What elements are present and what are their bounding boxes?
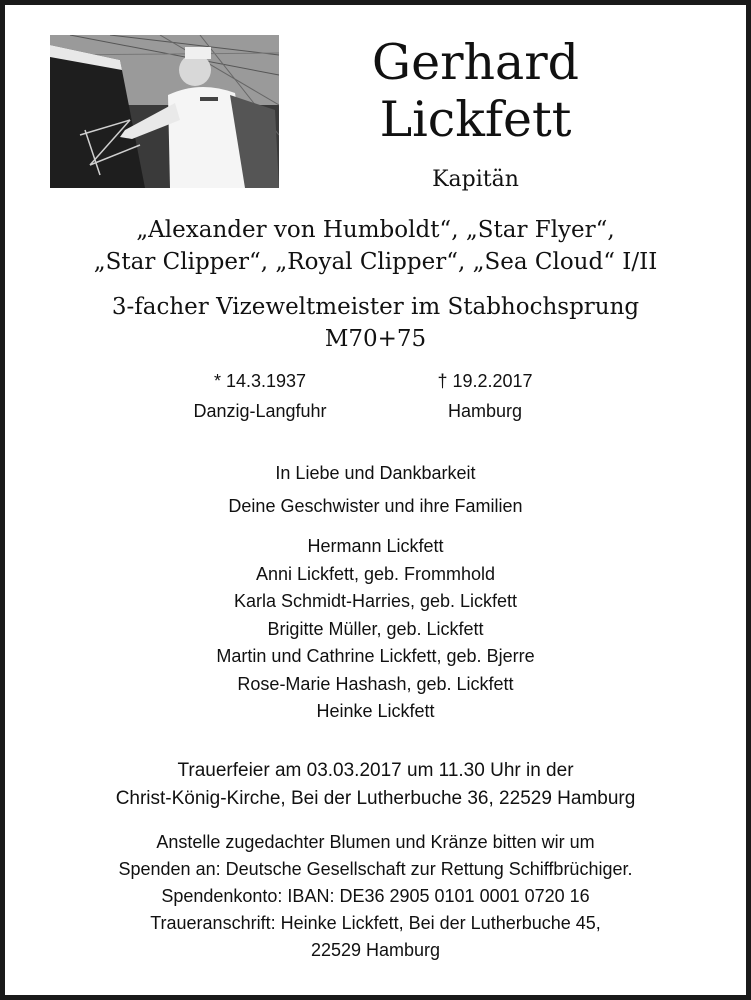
achievement-line-2: M70+75: [324, 326, 427, 352]
mourner-name: Brigitte Müller, geb. Lickfett: [267, 618, 484, 639]
funeral-line-2: Christ-König-Kirche, Bei der Lutherbuche 36, 22529 Hamburg: [115, 788, 636, 809]
birth-date: * 14.3.1937: [213, 371, 307, 391]
death-date: † 19.2.2017: [437, 371, 533, 391]
dedication-line-2: Deine Geschwister und ihre Familien: [228, 496, 523, 516]
mourning-address: Traueranschrift: Heinke Lickfett, Bei der Lutherbuche 45,: [150, 913, 601, 933]
portrait-photo: [50, 35, 279, 188]
mourner-name: Martin und Cathrine Lickfett, geb. Bjerre: [216, 646, 535, 666]
ships-line-1: „Alexander von Humboldt“, „Star Flyer“,: [136, 217, 615, 243]
mourner-name: Anni Lickfett, geb. Frommhold: [255, 563, 496, 584]
portrait-photo-image: [50, 35, 279, 188]
mourner-name: Heinke Lickfett: [316, 701, 435, 721]
donation-account: Spendenkonto: IBAN: DE36 2905 0101 0001 0720 16: [161, 886, 590, 906]
mourner-name: Hermann Lickfett: [307, 536, 444, 556]
first-name: Gerhard: [371, 34, 580, 91]
last-name: Lickfett: [379, 91, 572, 148]
funeral-line-1: Trauerfeier am 03.03.2017 um 11.30 Uhr in der: [177, 760, 574, 781]
obituary-notice: [5, 5, 746, 995]
donation-line: Anstelle zugedachter Blumen und Kränze bitten wir um: [156, 832, 595, 852]
donation-line: Spenden an: Deutsche Gesellschaft zur Rettung Schiffbrüchiger.: [118, 859, 633, 879]
person-title: Kapitän: [432, 167, 519, 192]
mourning-address-city: 22529 Hamburg: [310, 940, 441, 960]
mourner-name: Karla Schmidt-Harries, geb. Lickfett: [233, 591, 518, 611]
mourner-name: Rose-Marie Hashash, geb. Lickfett: [237, 673, 514, 694]
death-place: Hamburg: [447, 401, 523, 421]
dedication-line-1: In Liebe und Dankbarkeit: [275, 463, 476, 483]
birth-place: Danzig-Langfuhr: [193, 401, 327, 421]
ships-line-2: „Star Clipper“, „Royal Clipper“, „Sea Cloud“ I/II: [93, 249, 658, 275]
achievement-line-1: 3-facher Vizeweltmeister im Stabhochsprung: [111, 294, 640, 320]
